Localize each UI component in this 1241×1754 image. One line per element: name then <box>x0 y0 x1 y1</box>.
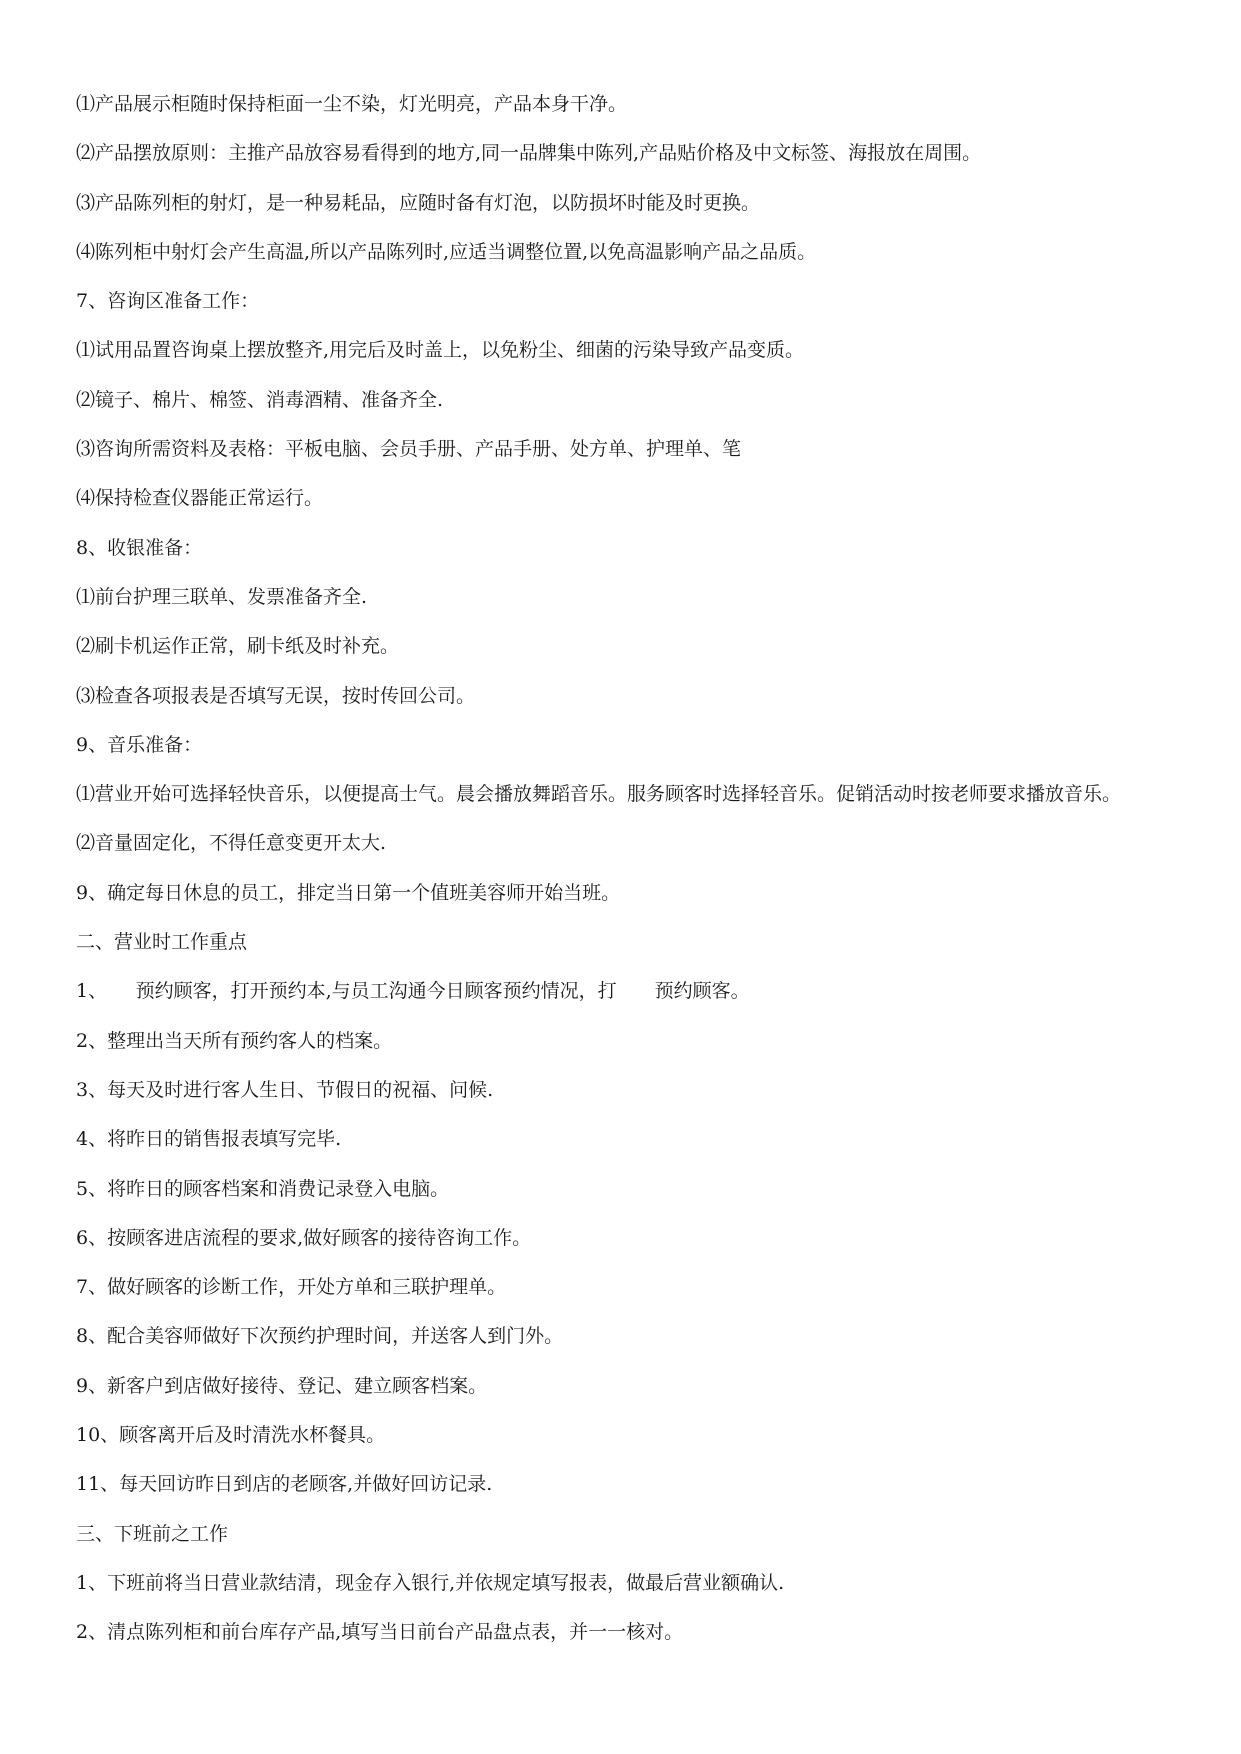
item-triplicate-forms: ⑴前台护理三联单、发票准备齐全. <box>76 585 368 608</box>
heading-consultation-prep: 7、咨询区准备工作： <box>76 290 260 313</box>
heading-music-prep: 9、音乐准备： <box>76 733 203 756</box>
task-greetings: 3、每天及时进行客人生日、节假日的祝福、问候. <box>76 1078 494 1101</box>
task-reception-consult: 6、按顾客进店流程的要求,做好顾客的接待咨询工作。 <box>76 1226 532 1249</box>
task-follow-up: 11、每天回访昨日到店的老顾客,并做好回访记录. <box>76 1473 493 1496</box>
task-wash-cups: 10、顾客离开后及时清洗水杯餐具。 <box>76 1424 386 1447</box>
task-enter-records: 5、将昨日的顾客档案和消费记录登入电脑。 <box>76 1177 450 1200</box>
task-sales-report: 4、将昨日的销售报表填写完毕. <box>76 1128 342 1151</box>
item-spotlight-heat: ⑷陈列柜中射灯会产生高温,所以产品陈列时,应适当调整位置,以免高温影响产品之品质。 <box>76 240 817 263</box>
closing-inventory-count: 2、清点陈列柜和前台库存产品,填写当日前台产品盘点表，并一一核对。 <box>76 1621 684 1644</box>
task-appointments: 1、 预约顾客，打开预约本,与员工沟通今日顾客预约情况，打 预约顾客。 <box>76 980 750 1003</box>
item-staff-rest-schedule: 9、确定每日休息的员工，排定当日第一个值班美容师开始当班。 <box>76 881 621 904</box>
item-samples-tidy: ⑴试用品置咨询桌上摆放整齐,用完后及时盖上，以免粉尘、细菌的污染导致产品变质。 <box>76 339 805 362</box>
item-volume-fixed: ⑵音量固定化，不得任意变更开太大. <box>76 832 387 855</box>
item-product-placement-rule: ⑵产品摆放原则：主推产品放容易看得到的地方,同一品牌集中陈列,产品贴价格及中文标签、海报放在周围。 <box>76 142 982 165</box>
section-business-hours: 二、营业时工作重点 <box>76 931 248 954</box>
item-check-reports: ⑶检查各项报表是否填写无误，按时传回公司。 <box>76 684 476 707</box>
task-next-appointment: 8、配合美容师做好下次预约护理时间，并送客人到门外。 <box>76 1325 564 1348</box>
item-mirror-supplies: ⑵镜子、棉片、棉签、消毒酒精、准备齐全. <box>76 388 444 411</box>
closing-settle-accounts: 1、下班前将当日营业款结清，现金存入银行,并依规定填写报表，做最后营业额确认. <box>76 1571 785 1594</box>
section-before-closing: 三、下班前之工作 <box>76 1522 229 1545</box>
item-consultation-materials: ⑶咨询所需资料及表格：平板电脑、会员手册、产品手册、处方单、护理单、笔 <box>76 438 742 461</box>
task-organize-files: 2、整理出当天所有预约客人的档案。 <box>76 1029 393 1052</box>
item-music-selection: ⑴营业开始可选择轻快音乐，以便提高士气。晨会播放舞蹈音乐。服务顾客时选择轻音乐。促销活动时按老师要求播放音乐。 <box>76 783 1122 806</box>
task-new-customer: 9、新客户到店做好接待、登记、建立顾客档案。 <box>76 1374 488 1397</box>
heading-cashier-prep: 8、收银准备： <box>76 536 203 559</box>
item-display-cabinet-clean: ⑴产品展示柜随时保持柜面一尘不染，灯光明亮，产品本身干净。 <box>76 93 628 115</box>
task-diagnosis: 7、做好顾客的诊断工作，开处方单和三联护理单。 <box>76 1276 507 1299</box>
item-card-machine: ⑵刷卡机运作正常，刷卡纸及时补充。 <box>76 635 400 658</box>
item-instruments-working: ⑷保持检查仪器能正常运行。 <box>76 487 324 510</box>
item-spotlight-bulbs: ⑶产品陈列柜的射灯，是一种易耗品，应随时备有灯泡，以防损坏时能及时更换。 <box>76 191 761 214</box>
